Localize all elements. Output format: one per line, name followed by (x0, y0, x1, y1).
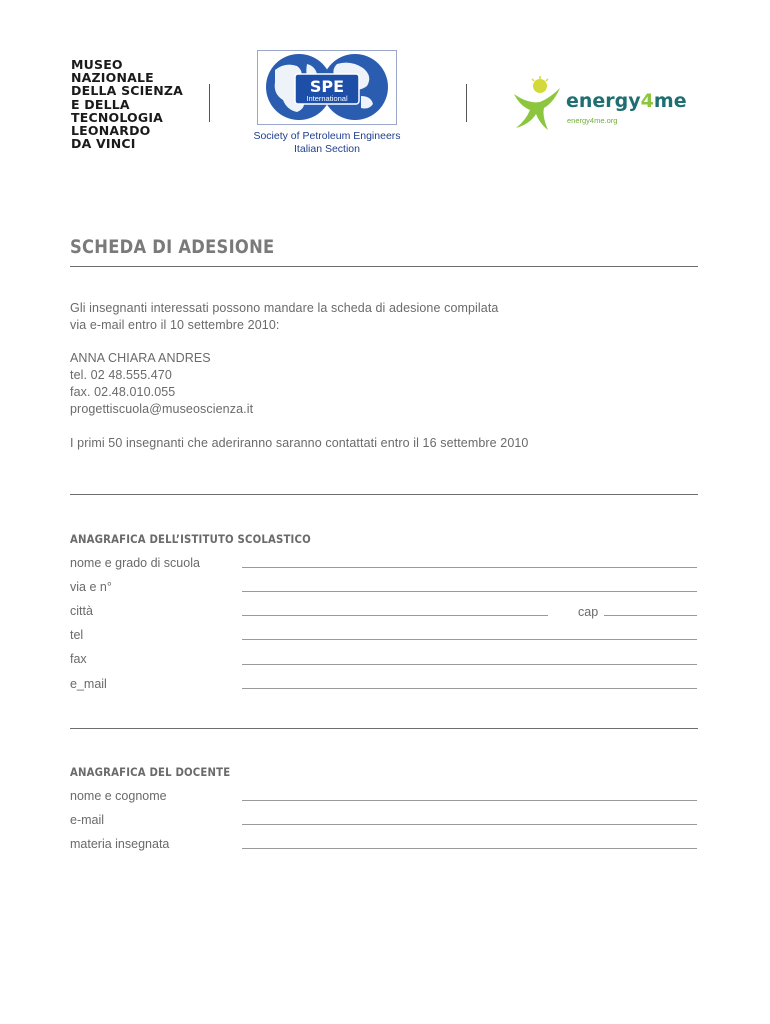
intro-text (70, 300, 499, 334)
field-label-nome-cognome: nome e cognome (70, 789, 167, 803)
field-label-citta: città (70, 604, 93, 618)
spe-logo (232, 50, 422, 160)
field-label-tel: tel (70, 628, 84, 642)
field-line-fax[interactable] (242, 664, 697, 665)
field-label-docente-email: e-mail (70, 813, 105, 827)
field-label-email: e_mail (70, 677, 107, 691)
field-line-materia[interactable] (242, 848, 697, 849)
museo-line: MUSEO (71, 57, 123, 72)
energy4me-figure-icon (510, 76, 566, 134)
museo-line: E DELLA (71, 96, 130, 112)
contact-fax: fax. 02.48.010.055 (70, 385, 176, 399)
contact-email: progettiscuola@museoscienza.it (70, 402, 254, 416)
spe-globe-icon (257, 50, 397, 125)
field-line-scuola[interactable] (242, 567, 697, 568)
contact-name: ANNA CHIARA ANDRES (70, 351, 211, 365)
field-label-materia: materia insegnata (70, 837, 170, 851)
energy4me-url: energy4me.org (567, 116, 618, 125)
museo-line: LEONARDO (71, 123, 151, 139)
field-label-via: via e n° (70, 580, 112, 594)
spe-logo-subtext: International (306, 94, 348, 103)
energy4me-wordmark: energy4me (566, 90, 687, 112)
field-label-fax: fax (70, 652, 87, 666)
spe-caption-line1: Society of Petroleum Engineers (253, 130, 401, 142)
section-rule (70, 728, 698, 729)
header (0, 0, 770, 180)
field-line-via[interactable] (242, 591, 697, 592)
museo-logo-text (71, 58, 183, 150)
museo-line: DA VINCI (71, 136, 136, 152)
field-line-docente-email[interactable] (242, 824, 697, 825)
field-line-tel[interactable] (242, 639, 697, 640)
intro-line: via e-mail entro il 10 settembre 2010: (70, 318, 280, 332)
museo-line: DELLA SCIENZA (71, 83, 184, 99)
spe-caption (232, 130, 422, 156)
contact-tel: tel. 02 48.555.470 (70, 368, 172, 382)
title-rule (70, 266, 698, 267)
field-line-citta[interactable] (242, 615, 548, 616)
header-divider (209, 84, 210, 122)
note-text: I primi 50 insegnanti che aderiranno saranno contattati entro il 16 settembre 2010 (70, 436, 529, 450)
field-line-nome-cognome[interactable] (242, 800, 697, 801)
contact-block (70, 350, 253, 418)
field-label-cap: cap (578, 605, 599, 619)
energy4me-logo (510, 76, 710, 136)
field-line-email[interactable] (242, 688, 697, 689)
field-line-cap[interactable] (604, 615, 697, 616)
page-title: SCHEDA DI ADESIONE (70, 236, 275, 258)
section-heading-istituto: ANAGRAFICA DELL’ISTITUTO SCOLASTICO (70, 532, 311, 546)
museo-line: NAZIONALE (71, 70, 154, 86)
section-rule (70, 494, 698, 495)
field-label-scuola: nome e grado di scuola (70, 556, 200, 570)
spe-caption-line2: Italian Section (294, 143, 360, 155)
header-divider (466, 84, 467, 122)
museo-line: TECNOLOGIA (71, 109, 164, 125)
intro-line: Gli insegnanti interessati possono mandare la scheda di adesione compilata (70, 301, 499, 315)
section-heading-docente: ANAGRAFICA DEL DOCENTE (70, 765, 231, 779)
spe-logo-text: SPE (309, 77, 345, 96)
